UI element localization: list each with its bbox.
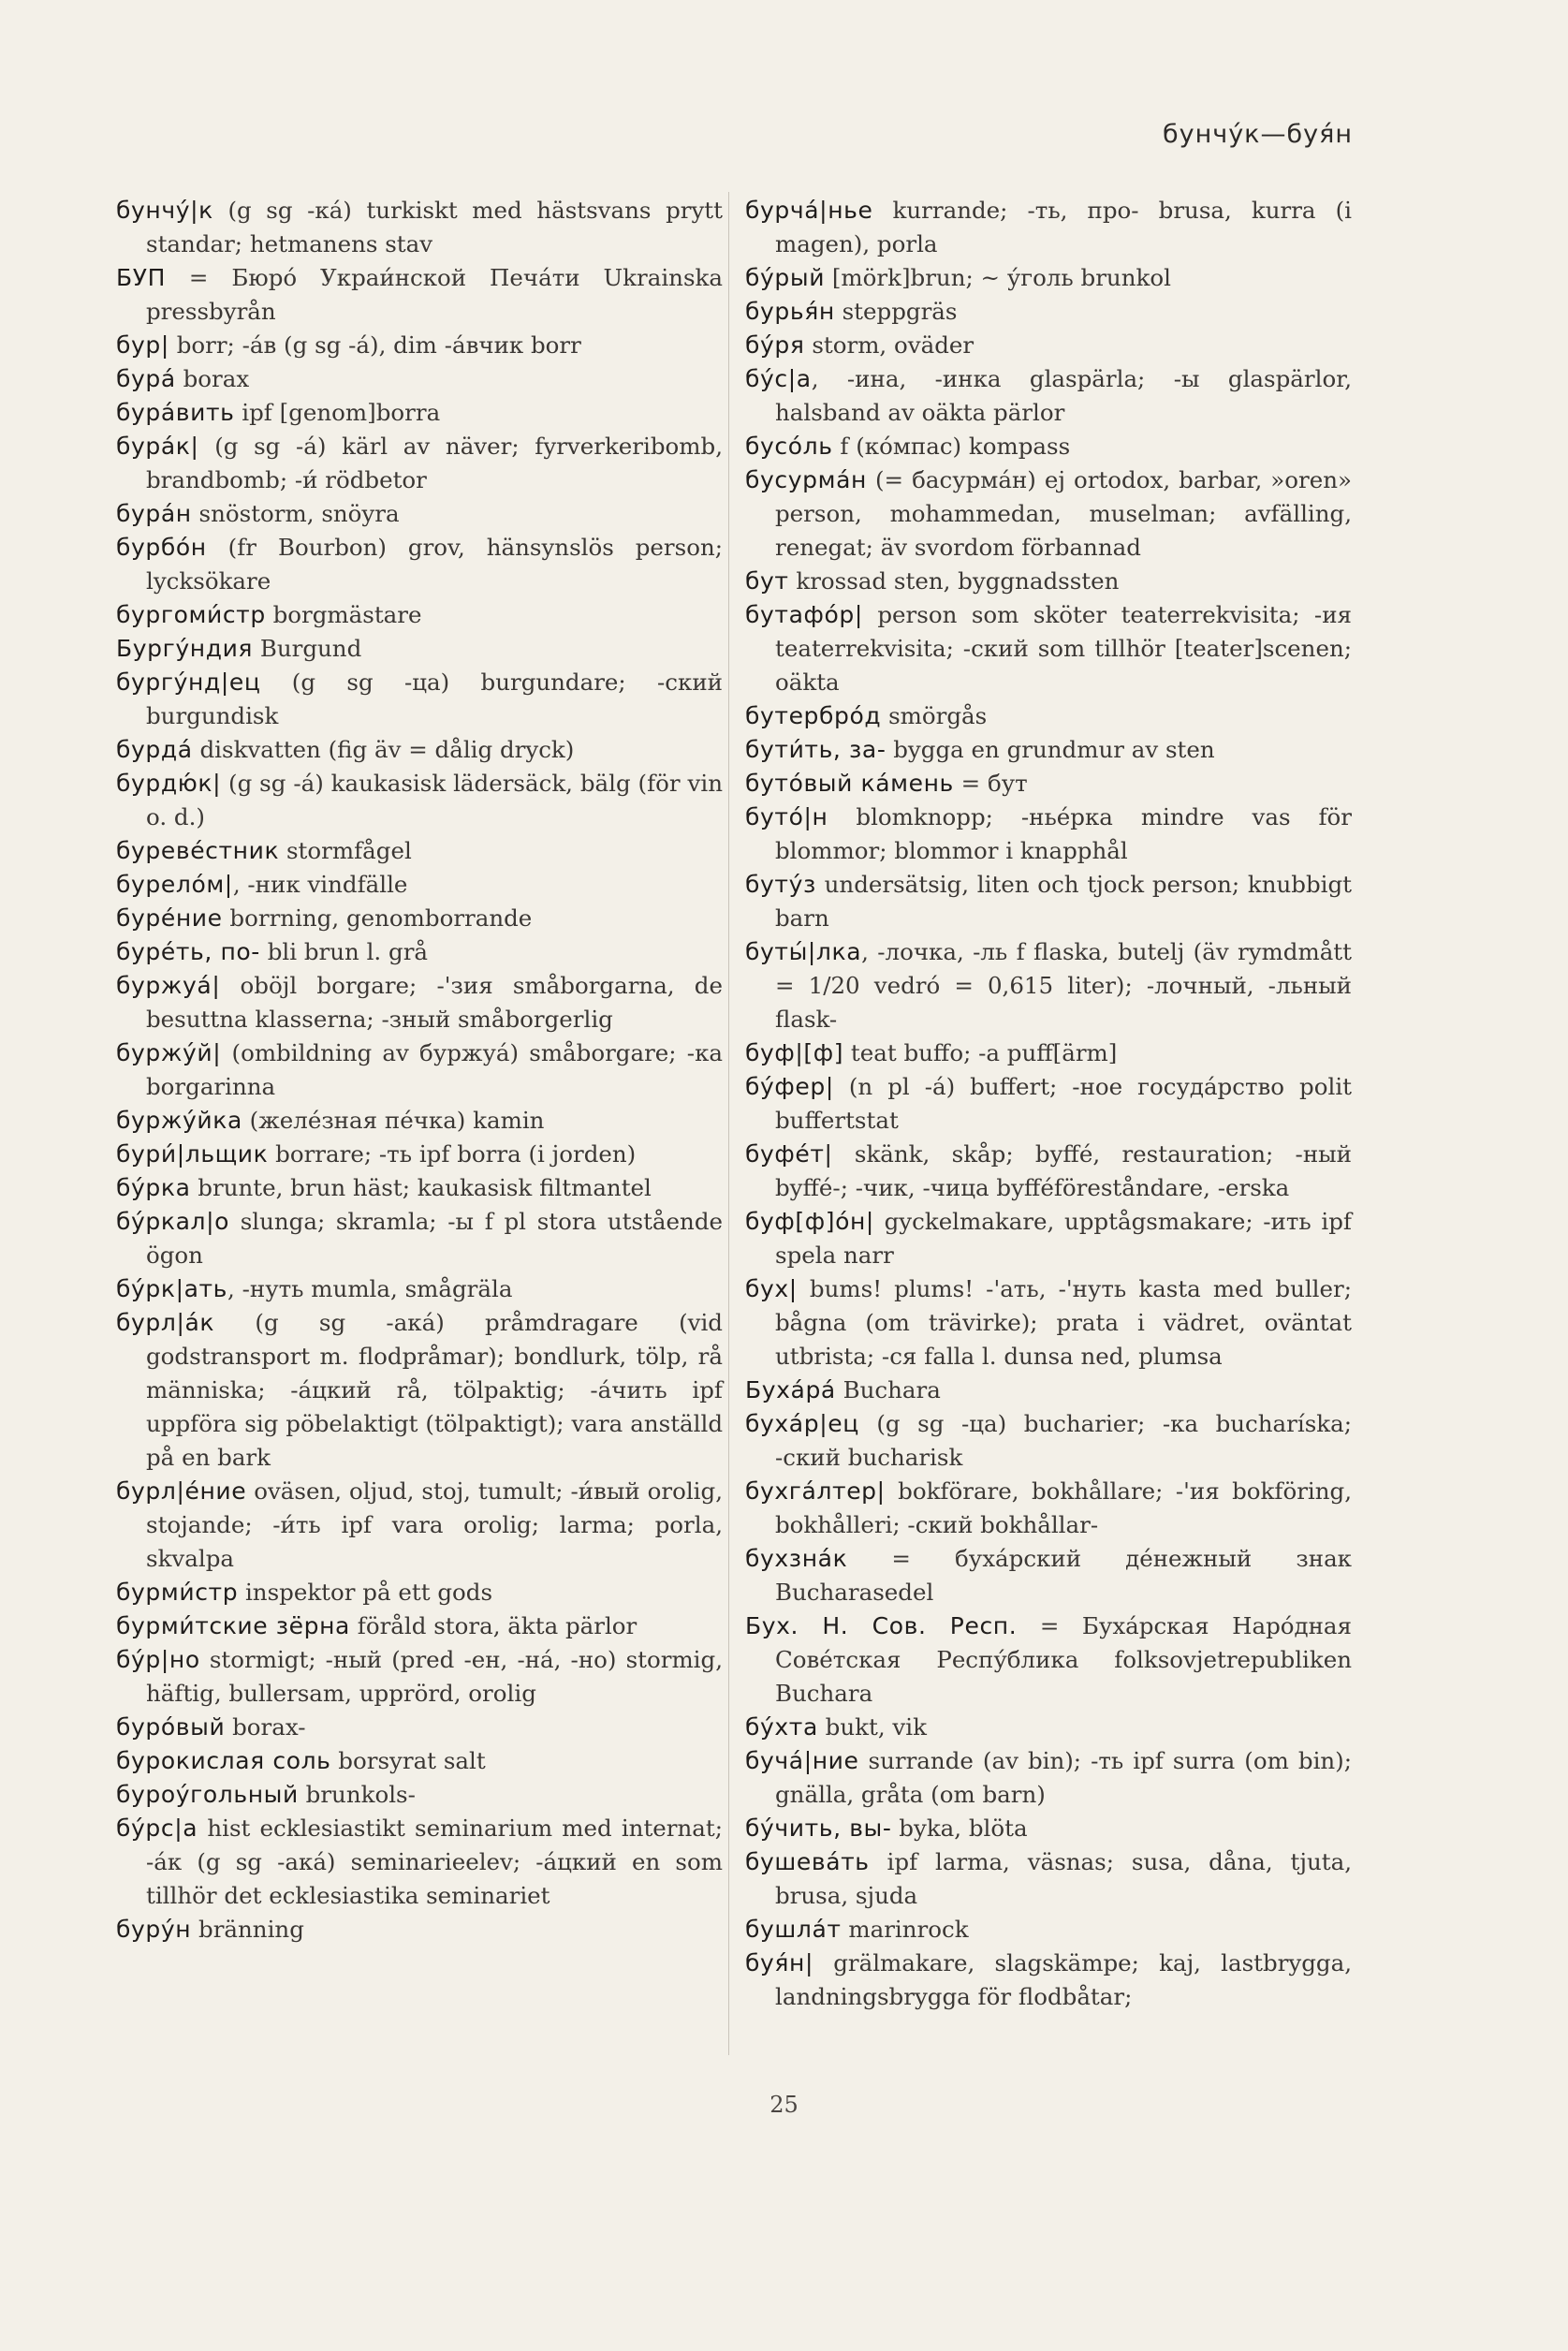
entry-definition: föråld stora, äkta pärlor (349, 1612, 637, 1639)
dictionary-entry (116, 1475, 723, 1576)
dictionary-entry (745, 1138, 1352, 1205)
entry-headword: бурья́н (745, 298, 835, 325)
entry-headword: буфе́т| (745, 1140, 833, 1168)
dictionary-entry (745, 1744, 1352, 1812)
entry-definition: oväsen, oljud, stoj, tumult; -и́вый orolig, stojande; -и́ть ipf vara orolig; larma; porla, skvalpa (146, 1477, 723, 1572)
entry-headword: буя́н| (745, 1949, 814, 1976)
entry-headword: БУП (116, 264, 166, 291)
entry-definition: , -нуть mumla, smågräla (227, 1275, 513, 1302)
entry-definition: oböjl borgare; -'зия småborgarna, de besuttna klasserna; -зный småborgerlig (146, 972, 723, 1033)
dictionary-entry (116, 969, 723, 1036)
entry-headword: бу́фер| (745, 1073, 834, 1100)
entry-definition: teat buffo; -а puff[ärm] (843, 1039, 1118, 1066)
entry-headword: бухга́лтер| (745, 1477, 886, 1505)
dictionary-entry (116, 834, 723, 868)
entry-definition: krossad sten, byggnadssten (788, 567, 1120, 595)
entry-definition: borsyrat salt (330, 1747, 486, 1774)
entry-headword: бу́ря (745, 331, 805, 359)
entry-definition: (желе́зная пе́чка) kamin (242, 1107, 545, 1134)
entry-headword: бура́ (116, 365, 176, 392)
entry-definition: (g sg -а́) kaukasisk lädersäck, bälg (för vin o. d.) (146, 770, 723, 830)
entry-headword: бурбо́н (116, 534, 207, 561)
entry-definition: slunga; skramla; -ы f pl stora utstående ögon (146, 1208, 723, 1269)
entry-headword: бургоми́стр (116, 601, 266, 628)
dictionary-entry (116, 935, 723, 969)
entry-definition: grälmakare, slagskämpe; kaj, lastbrygga, landningsbrygga för flodbåtar; (775, 1949, 1352, 2010)
dictionary-entry (745, 868, 1352, 935)
dictionary-entry (745, 295, 1352, 329)
dictionary-entry (745, 598, 1352, 699)
entry-definition: borrare; -ть ipf borra (i jorden) (268, 1140, 637, 1168)
entry-definition: borrning, genomborrande (222, 904, 533, 932)
entry-headword: буча́|ние (745, 1747, 859, 1774)
entry-headword: бу́р|но (116, 1646, 200, 1673)
dictionary-entry (116, 1576, 723, 1609)
dictionary-entry (745, 194, 1352, 261)
entry-headword: Бургу́ндия (116, 635, 254, 662)
entry-definition: snöstorm, snöyra (191, 500, 400, 527)
entry-headword: бу́хта (745, 1713, 818, 1741)
dictionary-entry (116, 1778, 723, 1812)
entry-definition: undersätsig, liten och tjock person; knubbigt barn (775, 871, 1352, 932)
entry-headword: бурл|е́ние (116, 1477, 247, 1505)
dictionary-entry (745, 801, 1352, 868)
dictionary-entry (116, 1744, 723, 1778)
dictionary-entry (745, 1913, 1352, 1947)
entry-definition: (g sg -ца) burgundare; -ский burgundisk (146, 669, 723, 729)
dictionary-entry (116, 1643, 723, 1711)
entry-headword: буржуа́| (116, 972, 221, 999)
column-divider (728, 192, 729, 2055)
dictionary-entry (745, 1542, 1352, 1609)
entry-headword: бурело́м| (116, 871, 233, 898)
entry-headword: бурча́|нье (745, 197, 873, 224)
dictionary-entry (745, 1272, 1352, 1374)
entry-headword: бурда́ (116, 736, 193, 763)
dictionary-entry (745, 1205, 1352, 1272)
entry-definition: bli brun l. grå (259, 938, 429, 965)
dictionary-entry (116, 1306, 723, 1475)
entry-definition: brunte, brun häst; kaukasisk filtmantel (190, 1174, 652, 1201)
entry-definition: , -ник vindfälle (232, 871, 408, 898)
entry-headword: буф[ф]о́н| (745, 1208, 874, 1235)
entry-definition: (fr Bourbon) grov, hänsynslös person; lycksökare (146, 534, 723, 595)
dictionary-entry (745, 935, 1352, 1036)
entry-definition: stormigt; -ный (pred -ен, -на́, -но) stormig, häftig, bullersam, upprörd, orolig (146, 1646, 723, 1707)
entry-definition: (= басурма́н) ej ortodox, barbar, »oren» person, mohammedan, muselman; avfälling, renegat; äv svordom förbannad (775, 466, 1352, 561)
dictionary-entry (116, 1913, 723, 1947)
dictionary-entry (116, 261, 723, 329)
dictionary-entry (116, 1171, 723, 1205)
entry-definition: (g sg -ца) bucharier; -ка bucharíska; -ский bucharisk (775, 1410, 1352, 1471)
dictionary-entry (745, 362, 1352, 430)
entry-headword: бура́н (116, 500, 192, 527)
entry-definition: bokförare, bokhållare; -'ия bokföring, bokhålleri; -ский bokhållar- (775, 1477, 1352, 1538)
entry-definition: person som sköter teaterrekvisita; -ия teaterrekvisita; -ский som tillhör [teater]scenen; oäkta (775, 601, 1352, 696)
dictionary-entry (116, 1812, 723, 1913)
entry-definition: bums! plums! -'ать, -'нуть kasta med buller; bågna (om trävirke); prata i vädret, oväntat utbrista; -ся falla l. dunsa ned, plumsa (775, 1275, 1352, 1370)
entry-headword: бу́рк|ать (116, 1275, 228, 1302)
entry-headword: бу́рый (745, 264, 826, 291)
entry-definition: (n pl -а́) buffert; -ное госуда́рство polit buffertstat (775, 1073, 1352, 1134)
entry-definition: bygga en grundmur av sten (886, 736, 1215, 763)
dictionary-entry (116, 1609, 723, 1643)
entry-definition: bränning (191, 1916, 304, 1943)
entry-definition: = Буха́рская Наро́дная Сове́тская Респу́блика folksovjetrepubliken Buchara (775, 1612, 1352, 1707)
entry-definition: marinrock (841, 1916, 969, 1943)
entry-headword: бунчу́|к (116, 197, 213, 224)
entry-definition: borr; -а́в (g sg -а́), dim -а́вчик borr (169, 331, 581, 359)
entry-definition: borax- (225, 1713, 306, 1741)
entry-definition: kurrande; -ть, про- brusa, kurra (i magen), porla (775, 197, 1352, 257)
entry-headword: буту́з (745, 871, 816, 898)
entry-definition: borax (175, 365, 250, 392)
dictionary-entry (745, 1947, 1352, 2014)
dictionary-entry (116, 632, 723, 666)
entry-headword: бура́вить (116, 399, 235, 426)
right-column (745, 194, 1352, 2014)
dictionary-entry (116, 1104, 723, 1138)
page-number: 25 (769, 2092, 799, 2118)
entry-definition: borgmästare (265, 601, 422, 628)
dictionary-entry (745, 1036, 1352, 1070)
entry-headword: буржу́й| (116, 1039, 222, 1066)
dictionary-entry (116, 396, 723, 430)
entry-definition: , -ина, -инка glaspärla; -ы glaspärlor, halsband av oäkta pärlor (775, 365, 1352, 426)
entry-definition: (g sg -ака́) pråmdragare (vid godstransport m. flodpråmar); bondlurk, tölp, rå människa; -а́цкий rå, tölpaktig; -а́чить ipf uppföra sig pöbelaktigt (tölpaktigt); vara anställd på en bark (146, 1309, 723, 1471)
entry-definition: ipf [genom]borra (234, 399, 441, 426)
entry-headword: бусурма́н (745, 466, 867, 493)
entry-definition: inspektor på ett gods (238, 1579, 493, 1606)
entry-headword: бурми́тские зёрна (116, 1612, 350, 1639)
dictionary-entry (116, 430, 723, 497)
entry-headword: бутербро́д (745, 702, 882, 729)
entry-definition: f (ко́мпас) kompass (832, 433, 1071, 460)
entry-headword: буто́вый ка́мень (745, 770, 954, 797)
entry-headword: буто́|н (745, 803, 828, 830)
entry-definition: Buchara (835, 1376, 941, 1403)
entry-headword: бура́к| (116, 433, 199, 460)
dictionary-entry (745, 1812, 1352, 1845)
entry-headword: бу́ркал|о (116, 1208, 229, 1235)
entry-headword: бушева́ть (745, 1848, 870, 1875)
entry-headword: бусо́ль (745, 433, 833, 460)
entry-headword: бу́рка (116, 1174, 191, 1201)
entry-headword: бури́|льщик (116, 1140, 269, 1168)
dictionary-entry (116, 329, 723, 362)
dictionary-entry (745, 1070, 1352, 1138)
entry-headword: буроу́гольный (116, 1781, 299, 1808)
entry-definition: surrande (av bin); -ть ipf surra (om bin); gnälla, gråta (om barn) (775, 1747, 1352, 1808)
entry-definition: gyckelmakare, upptågsmakare; -ить ipf spela narr (775, 1208, 1352, 1269)
entry-definition: = бут (953, 770, 1028, 797)
dictionary-entry (745, 565, 1352, 598)
dictionary-entry (745, 463, 1352, 565)
dictionary-entry (116, 1272, 723, 1306)
dictionary-entry (116, 598, 723, 632)
running-head: бунчу́к—буя́н (1162, 120, 1353, 149)
entry-headword: буржу́йка (116, 1107, 242, 1134)
dictionary-entry (745, 1711, 1352, 1744)
entry-definition: (g sg -а́) kärl av näver; fyrverkeribomb, brandbomb; -и́ rödbetor (146, 433, 723, 493)
dictionary-entry (116, 497, 723, 531)
dictionary-entry (745, 261, 1352, 295)
left-column (116, 194, 723, 1947)
dictionary-entry (745, 733, 1352, 767)
entry-headword: бу́рс|а (116, 1815, 198, 1842)
entry-definition: smörgås (881, 702, 988, 729)
entry-headword: бур| (116, 331, 169, 359)
dictionary-entry (116, 1036, 723, 1104)
entry-headword: бу́с|а (745, 365, 812, 392)
entry-definition: (g sg -ка́) turkiskt med hästsvans prytt standar; hetmanens stav (146, 197, 723, 257)
entry-headword: буф|[ф] (745, 1039, 844, 1066)
entry-definition: skänk, skåp; byffé, restauration; -ный byffé-; -чик, -чица byfféföreståndare, -erska (775, 1140, 1352, 1201)
dictionary-entry (116, 767, 723, 834)
dictionary-entry (116, 666, 723, 733)
entry-headword: бут (745, 567, 789, 595)
entry-headword: буха́р|ец (745, 1410, 859, 1437)
dictionary-entry (116, 531, 723, 598)
dictionary-entry (116, 362, 723, 396)
entry-definition: steppgräs (834, 298, 958, 325)
entry-headword: буты́|лка (745, 938, 862, 965)
entry-definition: , -лочка, -ль f flaska, butelj (äv rymdmått = 1/20 vedró = 0,615 liter); -лочный, -льный flask- (775, 938, 1352, 1033)
entry-definition: = буха́рский де́нежный знак Bucharasedel (775, 1545, 1352, 1606)
dictionary-entry (745, 1475, 1352, 1542)
entry-definition: blomknopp; -нье́рка mindre vas för blommor; blommor i knapphål (775, 803, 1352, 864)
dictionary-entry (116, 194, 723, 261)
entry-definition: Burgund (253, 635, 362, 662)
entry-definition: ipf larma, väsnas; susa, dåna, tjuta, brusa, sjuda (775, 1848, 1352, 1909)
dictionary-entry (745, 699, 1352, 733)
dictionary-entry (745, 1609, 1352, 1711)
entry-headword: бухзна́к (745, 1545, 848, 1572)
entry-definition: byka, blöta (891, 1815, 1028, 1842)
entry-headword: буре́ние (116, 904, 223, 932)
dictionary-entry (116, 868, 723, 902)
entry-definition: hist ecklesiastikt seminarium med internat; -а́к (g sg -ака́) seminarieelev; -а́цкий en som tillhör det ecklesiastika seminariet (146, 1815, 723, 1909)
dictionary-entry (745, 1407, 1352, 1475)
dictionary-entry (745, 1845, 1352, 1913)
entry-headword: бургу́нд|ец (116, 669, 261, 696)
entry-headword: буре́ть, по- (116, 938, 260, 965)
entry-definition: = Бюро́ Украи́нской Печа́ти Ukrainska pressbyrån (146, 264, 723, 325)
entry-definition: (ombildning av буржуа́) småborgare; -ка borgarinna (146, 1039, 723, 1100)
entry-headword: бу́чить, вы- (745, 1815, 892, 1842)
entry-definition: storm, oväder (804, 331, 975, 359)
entry-headword: бух| (745, 1275, 798, 1302)
entry-headword: бурокислая соль (116, 1747, 331, 1774)
entry-headword: бурми́стр (116, 1579, 239, 1606)
entry-headword: буро́вый (116, 1713, 226, 1741)
dictionary-entry (116, 1711, 723, 1744)
dictionary-entry (745, 329, 1352, 362)
dictionary-entry (116, 902, 723, 935)
entry-definition: bukt, vik (817, 1713, 927, 1741)
dictionary-entry (745, 430, 1352, 463)
entry-headword: Бух. Н. Сов. Респ. (745, 1612, 1018, 1639)
entry-headword: бушла́т (745, 1916, 842, 1943)
dictionary-entry (745, 767, 1352, 801)
dictionary-entry (116, 1205, 723, 1272)
entry-headword: буру́н (116, 1916, 192, 1943)
dictionary-entry (745, 1374, 1352, 1407)
entry-headword: бурдю́к| (116, 770, 222, 797)
dictionary-entry (116, 733, 723, 767)
dictionary-entry (116, 1138, 723, 1171)
entry-definition: stormfågel (279, 837, 412, 864)
entry-definition: [mörk]brun; ~ у́голь brunkol (825, 264, 1171, 291)
entry-headword: бурл|а́к (116, 1309, 215, 1336)
entry-headword: Буха́ра́ (745, 1376, 836, 1403)
entry-definition: brunkols- (298, 1781, 416, 1808)
entry-headword: бутафо́р| (745, 601, 863, 628)
entry-headword: бути́ть, за- (745, 736, 887, 763)
entry-definition: diskvatten (fig äv = dålig dryck) (192, 736, 575, 763)
entry-headword: буреве́стник (116, 837, 280, 864)
